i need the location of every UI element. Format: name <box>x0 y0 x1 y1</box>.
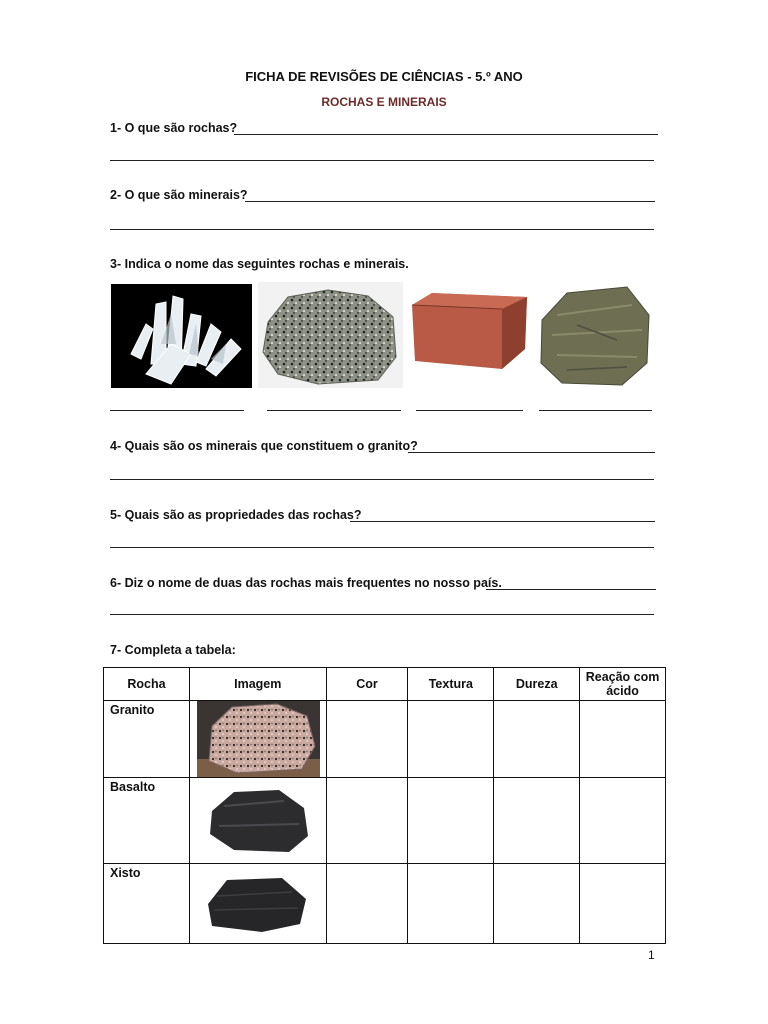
question-5-text: Quais são as propriedades das rochas? <box>124 508 362 522</box>
header-textura: Textura <box>408 668 494 701</box>
question-4-text: Quais são os minerais que constituem o granito? <box>124 439 418 453</box>
answer-line-6a[interactable] <box>486 589 656 590</box>
question-4-number: 4- <box>110 439 122 453</box>
answer-line-5a[interactable] <box>350 521 655 522</box>
basalto-reacao-cell[interactable] <box>580 778 666 864</box>
question-3-text: Indica o nome das seguintes rochas e minerais. <box>124 257 409 271</box>
answer-line-2b[interactable] <box>110 229 654 230</box>
worksheet-subtitle: ROCHAS E MINERAIS <box>321 95 447 109</box>
granite-rock-image <box>258 282 403 388</box>
question-1 <box>110 121 237 135</box>
table-header-row <box>104 668 666 701</box>
image-name-line-3[interactable] <box>416 410 523 411</box>
basalto-textura-cell[interactable] <box>408 778 494 864</box>
header-dureza: Dureza <box>494 668 580 701</box>
granito-image-cell <box>189 701 326 778</box>
granite-table-image <box>197 701 320 777</box>
header-cor: Cor <box>326 668 408 701</box>
question-6-text: Diz o nome de duas das rochas mais frequentes no nosso país. <box>124 576 502 590</box>
answer-line-4a[interactable] <box>408 452 655 453</box>
question-1-text: O que são rochas? <box>124 121 238 135</box>
granito-textura-cell[interactable] <box>408 701 494 778</box>
granito-reacao-cell[interactable] <box>580 701 666 778</box>
basalto-image-cell <box>189 778 326 864</box>
question-6 <box>110 576 502 590</box>
granito-cor-cell[interactable] <box>326 701 408 778</box>
worksheet-title: FICHA DE REVISÕES DE CIÊNCIAS - 5.º ANO <box>245 69 523 84</box>
answer-line-1b[interactable] <box>110 160 654 161</box>
basalt-table-image <box>204 786 314 856</box>
basalto-dureza-cell[interactable] <box>494 778 580 864</box>
rock-name-basalto: Basalto <box>104 778 190 864</box>
table-row <box>104 864 666 944</box>
table-row <box>104 778 666 864</box>
question-4 <box>110 439 418 453</box>
image-name-line-2[interactable] <box>267 410 401 411</box>
image-name-line-1[interactable] <box>110 410 244 411</box>
quartz-crystal-image <box>111 284 252 388</box>
rocks-table <box>103 667 666 944</box>
question-3 <box>110 257 409 271</box>
question-2 <box>110 188 248 202</box>
xisto-cor-cell[interactable] <box>326 864 408 944</box>
xisto-reacao-cell[interactable] <box>580 864 666 944</box>
basalto-cor-cell[interactable] <box>326 778 408 864</box>
question-7-number: 7- <box>110 643 122 657</box>
question-1-number: 1- <box>110 121 122 135</box>
question-2-text: O que são minerais? <box>124 188 248 202</box>
answer-line-2a[interactable] <box>245 201 655 202</box>
header-rocha: Rocha <box>104 668 190 701</box>
schist-table-image <box>202 874 312 936</box>
xisto-textura-cell[interactable] <box>408 864 494 944</box>
granito-dureza-cell[interactable] <box>494 701 580 778</box>
question-7-text: Completa a tabela: <box>124 643 236 657</box>
answer-line-6b[interactable] <box>110 614 654 615</box>
rock-name-granito: Granito <box>104 701 190 778</box>
brick-clay-image <box>407 287 530 375</box>
question-5-number: 5- <box>110 508 122 522</box>
header-imagem: Imagem <box>189 668 326 701</box>
question-2-number: 2- <box>110 188 122 202</box>
question-5 <box>110 508 362 522</box>
rock-name-xisto: Xisto <box>104 864 190 944</box>
image-name-line-4[interactable] <box>539 410 652 411</box>
xisto-dureza-cell[interactable] <box>494 864 580 944</box>
answer-line-1a[interactable] <box>234 134 658 135</box>
question-3-number: 3- <box>110 257 122 271</box>
page-number: 1 <box>648 948 655 962</box>
table-row <box>104 701 666 778</box>
answer-line-5b[interactable] <box>110 547 654 548</box>
xisto-image-cell <box>189 864 326 944</box>
answer-line-4b[interactable] <box>110 479 654 480</box>
schist-rock-image <box>537 285 654 388</box>
question-7 <box>110 643 236 657</box>
header-reacao-acido: Reação com ácido <box>580 668 666 701</box>
question-6-number: 6- <box>110 576 122 590</box>
